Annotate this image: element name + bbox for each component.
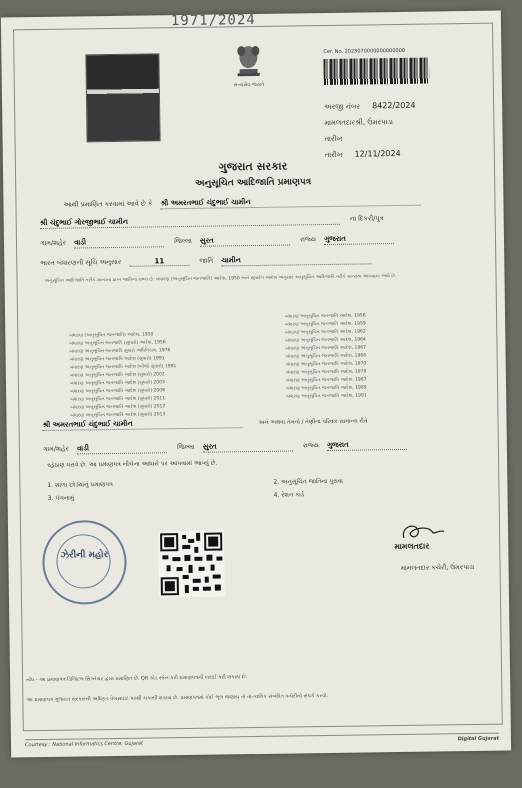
res-state-label: રાજ્ય [302, 441, 320, 450]
footer-digital-gujarat: Digital Gujarat [457, 735, 500, 743]
order-item: બંધારણ અનુસૂચિત જનજાતિ આદેશ (સુધારો) 2002 [69, 372, 165, 379]
order-item: બંધારણ અનુસૂચિત જનજાતિ આદેશ, 1991 [286, 393, 367, 400]
orders-right-list [285, 311, 476, 402]
district-value: સુરત [200, 236, 290, 247]
order-item: બંધારણ અનુસૂચિત જનજાતિ આદેશ (સુધારો) 2008 [70, 388, 166, 395]
residence-paragraph: રહેઠાણ ધરાવે છે. આ પ્રમાણપત્ર નીચેના આધારો પર આપવામાં આવ્યું છે. [47, 459, 218, 469]
place-label: તારીખ [324, 134, 343, 144]
barcode-caption: Cer. No. 2023070000000000000 [323, 47, 406, 56]
resident-name: શ્રી અમરતભાઈ ચંદુભાઈ ચામીન [42, 418, 242, 431]
handwritten-number: 1971/2024 [170, 11, 256, 30]
issuer-label: મામલતદારશ્રી, ઉંમરપાડા [324, 118, 394, 128]
order-item: બંધારણ અનુસૂચિત જનજાતિ આદેશ, 1978 [285, 369, 367, 376]
document-item: 3. પંચનામું [47, 494, 75, 502]
order-item: બંધારણ અનુસૂચિત જનજાતિ આદેશ, 1964 [285, 337, 366, 344]
order-item: બંધારણ અનુસૂચિત જનજાતિ આદેશ (સુધારો) 2011 [70, 396, 166, 403]
caste-label: જાતિ [199, 256, 214, 265]
certificate-sheet [1, 11, 511, 758]
order-item: બંધારણ અનુસૂચિત જનજાતિ આદેશ, 1956 [285, 313, 366, 320]
application-number-label: અરજી નંબર [324, 102, 361, 112]
emblem-caption: સત્યમેવ જયતે [233, 81, 265, 89]
document-list-left [47, 478, 113, 505]
state-label: રાજ્ય [299, 235, 317, 244]
caste-value: ચામીન [221, 254, 371, 266]
document-list-right [273, 475, 343, 502]
intro-paragraph: અનુસૂચિત આદિજાતિ તરીકે માન્યતા પ્રાપ્ત જાતિના સભ્ય છે. બંધારણ (અનુસૂચિત જનજાતિ) આદેશ, 1950 અને સુધારેલ આદેશ અનુસાર અનુસૂચિત આદિજાતિ તરીકે માન્યતા આપવામાં આવે છે. [44, 274, 397, 284]
state-value: ગુજરાત [324, 234, 394, 245]
document-item: 2. અનુસૂચિત જાતિના પુરાવા [273, 477, 344, 486]
applicant-photo [85, 53, 160, 142]
office-name: મામલતદાર કચેરી, ઉંમરપાડા [400, 562, 475, 572]
certificate-barcode [323, 58, 429, 85]
district-label: જિલ્લા [174, 236, 192, 246]
certificate-title: ગુજરાત સરકાર [218, 159, 288, 174]
order-item: બંધારણ અનુસૂચિત જનજાતિ આદેશ (સુધારો) 2003 [69, 380, 165, 387]
document-item: 4. રેશન કાર્ડ [273, 491, 305, 499]
footnote-1: નોંધ - આ પ્રમાણપત્ર ડિજિટલ સિગ્નેચર દ્વારા પ્રમાણિત છે. QR કોડ સ્કેન કરી પ્રમાણપત્રની ખરાઈ કરી શકાય છે. [26, 674, 248, 684]
order-item: બંધારણ અનુસૂચિત જનજાતિ આદેશ, 1989 [286, 385, 367, 392]
certificate-meta [324, 98, 416, 163]
order-item: બંધારણ અનુસૂચિત જનજાતિ (સુધારો) આદેશ, 1956 [69, 340, 166, 347]
order-item: બંધારણ અનુસૂચિત જનજાતિ આદેશ, 1962 [285, 329, 366, 336]
certificate-subtitle: અનુસૂચિત આદિજાતિ પ્રમાણપત્ર [195, 177, 312, 189]
order-item: બંધારણ અનુસૂચિત જનજાતિ આદેશ (સુધારો) 1991 [69, 356, 165, 363]
officer-signature [398, 519, 448, 544]
village-label: ગામ/શહેર [39, 238, 67, 248]
order-item: બંધારણ અનુસૂચિત જનજાતિ આદેશ, 1959 [285, 321, 366, 328]
national-emblem-icon [233, 39, 264, 79]
applicant-name: શ્રી અમરતભાઈ ચંદુભાઈ ચામીન [160, 196, 420, 210]
parent-name: શ્રી ચંદુભાઈ ગોરજીભાઈ ચામીન [40, 215, 340, 229]
res-village-value: વાડી [77, 443, 167, 454]
verification-qr-code[interactable] [158, 530, 225, 597]
relation-label: ના દિકરી/પુત્ર [349, 214, 384, 223]
order-item: બંધારણ અનુસૂચિત જનજાતિ આદેશ (સુધારો) 2012 [70, 404, 166, 411]
resident-suffix: અને અથવા તેમનો / તેણીના પરિવાર સામાન્ય રીતે [258, 418, 368, 426]
issue-date: 12/11/2024 [354, 148, 401, 159]
schedule-label: ભારત બંધારણની સૂચિ અનુસાર [40, 257, 122, 267]
schedule-number: 11 [129, 257, 189, 267]
footer-bar [25, 733, 499, 749]
order-item: બંધારણ અનુસૂચિત જનજાતિ આદેશ, 1967 [285, 345, 367, 352]
order-item: બંધારણ અનુસૂચિત જનજાતિ આદેશ, 1970 [285, 361, 367, 368]
officer-title: મામલતદાર [394, 541, 430, 552]
res-district-label: જિલ્લા [177, 442, 195, 452]
footnote-2: આ પ્રમાણપત્ર ગુજરાત સરકારની અધિકૃત વેબસાઇટ પરથી ચકાસી શકાય છે. પ્રમાણપત્રમાં કોઈ ભૂલ જણાય તો તાત્કાલિક સંબંધિત કચેરીનો સંપર્ક કરવો. [26, 693, 329, 704]
orders-left-list [69, 330, 260, 421]
application-number: 8422/2024 [372, 100, 416, 111]
village-value: વાડી [74, 237, 164, 248]
order-item: બંધારણ અનુસૂચિત જનજાતિ આદેશ (બીજો સુધારો) 1991 [69, 364, 177, 371]
res-district-value: સુરત [203, 441, 293, 452]
order-item: બંધારણ (અનુસૂચિત જનજાતિ) આદેશ, 1950 [69, 332, 154, 339]
seal-text: ઝેરીની મહોર [60, 550, 109, 561]
order-item: બંધારણ અનુસૂચિત જનજાતિ આદેશ (સુધારો) 2013 [70, 412, 166, 419]
certify-label: આથી પ્રમાણિત કરવામાં આવે છે કે [63, 199, 153, 209]
res-village-label: ગામ/શહેર [42, 444, 70, 453]
order-item: બંધારણ અનુસૂચિત જનજાતિ આદેશ, 1987 [285, 377, 367, 384]
res-state-value: ગુજરાત [327, 440, 407, 451]
document-item: 1. શાળા છોડ્યાનું પ્રમાણપત્ર [47, 481, 113, 489]
footer-courtesy: Courtesy : National Informatics Centre, Gujarat [24, 740, 144, 749]
date-label: તારીખ [324, 150, 343, 160]
order-item: બંધારણ અનુસૂચિત જનજાતિ સુધારો અધિનિયમ, 1976 [69, 348, 171, 355]
order-item: બંધારણ અનુસૂચિત જનજાતિ આદેશ, 1968 [285, 353, 367, 360]
